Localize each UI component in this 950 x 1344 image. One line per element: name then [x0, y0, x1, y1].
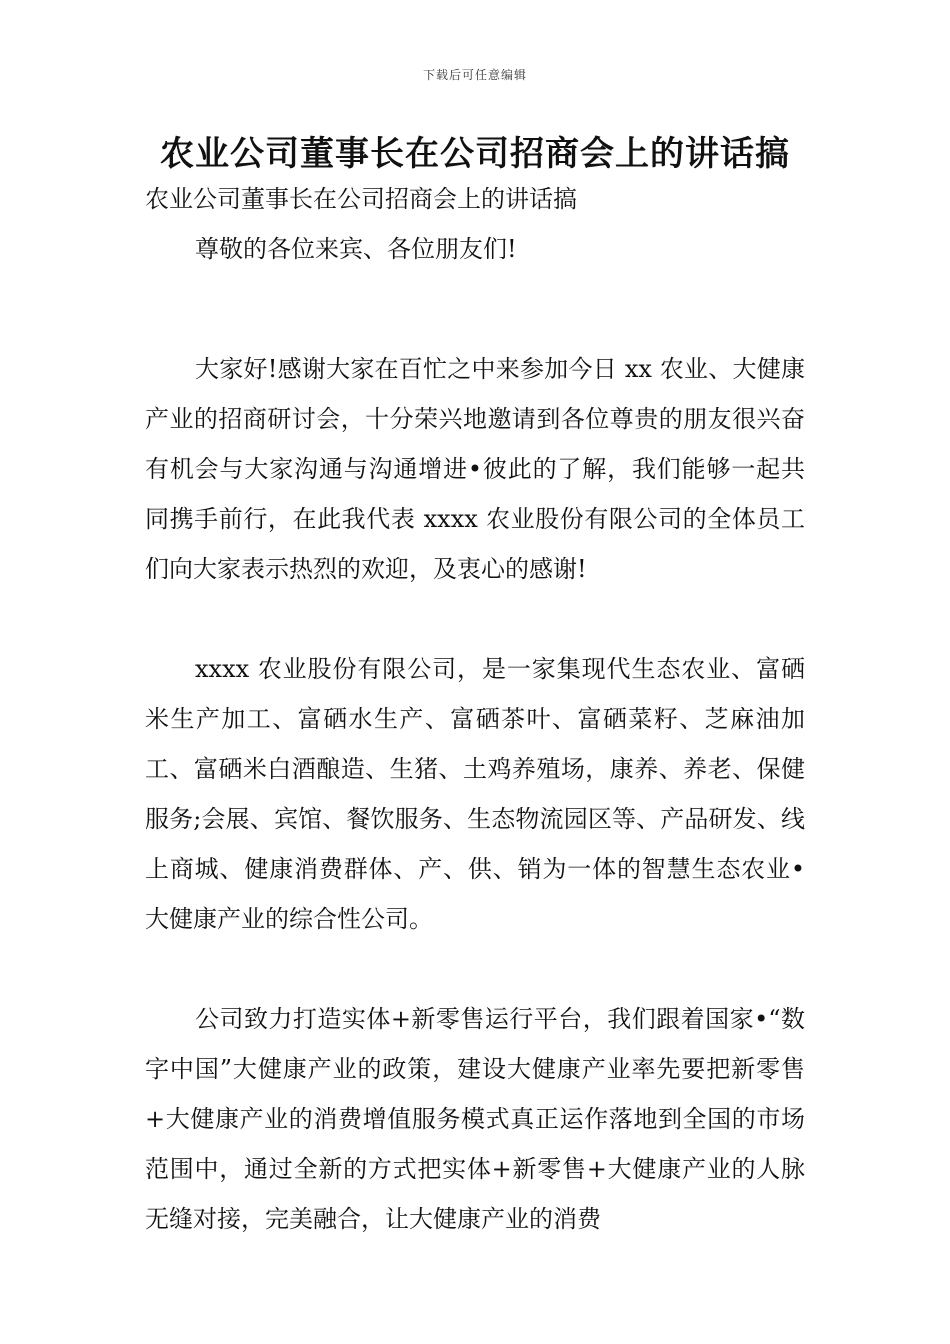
paragraph-company-intro: xxxx 农业股份有限公司，是一家集现代生态农业、富硒米生产加工、富硒水生产、富硒茶叶、富硒菜籽、芝麻油加工、富硒米白酒酿造、生猪、土鸡养殖场，康养、养老、保健服务;会展、宾馆、餐饮服务、生态物流园区等、产品研发、线上商城、健康消费群体、产、供、销为一体的智慧生态农业•大健康产业的综合性公司。: [145, 655, 805, 933]
header-note: 下载后可任意编辑: [422, 68, 527, 82]
document-body: [145, 176, 805, 1244]
document-title: 农业公司董事长在公司招商会上的讲话搞: [160, 134, 790, 174]
paragraph-greeting: 大家好!感谢大家在百忙之中来参加今日 xx 农业、大健康产业的招商研讨会，十分荣兴地邀请到各位尊贵的朋友很兴奋有机会与大家沟通与沟通增进•彼此的了解，我们能够一起共同携手前行，在此我代表 xxxx 农业股份有限公司的全体员工们向大家表示热烈的欢迎，及衷心的感谢!: [145, 355, 805, 583]
document-subtitle: 农业公司董事长在公司招商会上的讲话搞: [145, 185, 577, 213]
paragraph-platform: 公司致力打造实体+新零售运行平台，我们跟着国家•“数字中国”大健康产业的政策，建设大健康产业率先要把新零售+大健康产业的消费增值服务模式真正运作落地到全国的市场范围中，通过全新的方式把实体+新零售+大健康产业的人脉无缝对接，完美融合，让大健康产业的消费: [145, 1005, 805, 1233]
salutation: 尊敬的各位来宾、各位朋友们!: [195, 235, 517, 263]
